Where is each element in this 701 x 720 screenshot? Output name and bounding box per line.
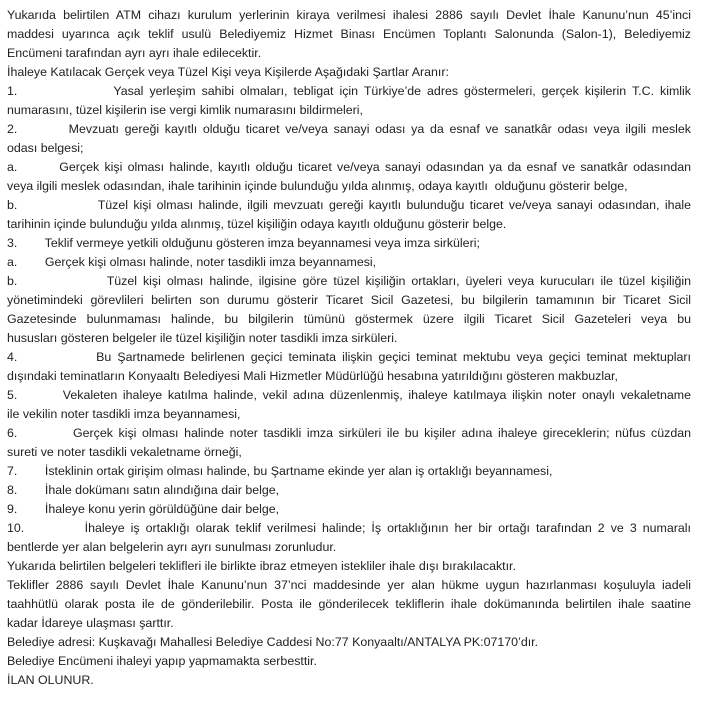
list-item: 10. İhaleye iş ortaklığı olarak teklif verilmesi halinde; İş ortaklığının her bir ortağı tarafından 2 ve 3 numaralı (7, 521, 691, 535)
paragraph-line: taahhütlü olarak posta ile de gönderilebilir. Posta ile gönderilecek tekliflerin ihale dokümanında belirtilen ihale saatine (7, 597, 691, 611)
section-heading: İhaleye Katılacak Gerçek veya Tüzel Kişi veya Kişilerde Aşağıdaki Şartlar Aranır: (7, 65, 449, 79)
paragraph-line: kadar İdareye ulaşması şarttır. (7, 616, 174, 630)
list-item: 8. İhale dokümanı satın alındığına dair belge, (7, 483, 280, 497)
paragraph-line: Belediye Encümeni ihaleyi yapıp yapmamakta serbesttir. (7, 654, 317, 668)
list-item-continuation: veya ilgili meslek odasından, ihale tarihinin içinde bulunduğu yılda alınmış, odaya kayıtlı olduğunu gösterir belge, (7, 179, 628, 193)
list-item-continuation: Gazetesinde bulunmaması halinde, bu bilgilerin tümünü göstermek üzere ilgili Ticaret Sicil Gazeteleri veya bu (7, 312, 691, 326)
paragraph-line: maddesi uyarınca açık teklif usulü Belediyemiz Hizmet Binası Encümen Toplantı Salonunda (Salon-1), Belediyemiz (7, 27, 691, 41)
list-item: 3. Teklif vermeye yetkili olduğunu gösteren imza beyannamesi veya imza sirküleri; (7, 236, 480, 250)
list-item-continuation: hususları gösteren belgeler ile tüzel kişiliğin noter tasdikli imza sirküleri. (7, 331, 398, 345)
list-item: 5. Vekaleten ihaleye katılma halinde, vekil adına düzenlenmiş, ihaleye katılmaya ilişkin noter onaylı vekaletname (7, 388, 691, 402)
list-item: 9. İhaleye konu yerin görüldüğüne dair belge, (7, 502, 280, 516)
paragraph-line: Yukarıda belirtilen belgeleri teklifleri ile birlikte ibraz etmeyen istekliler ihale dışı bırakılacaktır. (7, 559, 516, 573)
list-item-continuation: yönetimindeki görevlileri belirten son durumu gösterir Ticaret Sicil Gazetesi, bu bilgilerin tamamının bir Ticaret Sicil (7, 293, 691, 307)
list-item: 4. Bu Şartnamede belirlenen geçici teminata ilişkin geçici teminat mektubu veya geçici teminat mektupları (7, 350, 691, 364)
list-item-continuation: ile vekilin noter tasdikli imza beyannamesi, (7, 407, 241, 421)
list-item-continuation: numarasını, tüzel kişilerin ise vergi kimlik numarasını bildirmeleri, (7, 103, 364, 117)
list-item-continuation: sureti ve noter tasdikli vekaletname örneği, (7, 445, 242, 459)
address-line: Belediye adresi: Kuşkavağı Mahallesi Belediye Caddesi No:77 Konyaaltı/ANTALYA PK:07170’dır. (7, 635, 539, 649)
paragraph-line: Yukarıda belirtilen ATM cihazı kurulum yerlerinin kiraya verilmesi ihalesi 2886 sayılı Devlet İhale Kanunu’nun 45’inci (7, 8, 691, 22)
list-item-continuation: dışındaki teminatların Konyaaltı Belediyesi Mali Hizmetler Müdürlüğü hesabına yatırıldığını gösteren makbuzlar, (7, 369, 618, 383)
paragraph-line: Teklifler 2886 sayılı Devlet İhale Kanunu’nun 37’nci maddesinde yer alan hükme uygun hazırlanması koşuluyla iadeli (7, 578, 691, 592)
list-item: 6. Gerçek kişi olması halinde noter tasdikli imza sirküleri ile bu kişiler adına ihaleye gireceklerin; nüfus cüzdan (7, 426, 691, 440)
list-item-continuation: odası belgesi; (7, 141, 84, 155)
list-item: a. Gerçek kişi olması halinde, kayıtlı olduğu ticaret ve/veya sanayi odasından ya da esnaf ve sanatkâr odasından (7, 160, 691, 174)
list-item: 1. Yasal yerleşim sahibi olmaları, tebligat için Türkiye’de adres göstermeleri, gerçek kişilerin T.C. kimlik (7, 84, 691, 98)
closing-line: İLAN OLUNUR. (7, 673, 94, 687)
list-item: b. Tüzel kişi olması halinde, ilgili mevzuatı gereği kayıtlı bulunduğu ticaret ve/veya sanayi odasından, ihale (7, 198, 691, 212)
list-item: 2. Mevzuatı gereği kayıtlı olduğu ticaret ve/veya sanayi odası ya da esnaf ve sanatkâr odası veya ilgili meslek (7, 122, 691, 136)
list-item: b. Tüzel kişi olması halinde, ilgisine göre tüzel kişiliğin ortakları, üyeleri veya kurucuları ile tüzel kişiliğin (7, 274, 691, 288)
list-item: 7. İsteklinin ortak girişim olması halinde, bu Şartname ekinde yer alan iş ortaklığı beyannamesi, (7, 464, 553, 478)
list-item: a. Gerçek kişi olması halinde, noter tasdikli imza beyannamesi, (7, 255, 377, 269)
paragraph-line: Encümeni tarafından ayrı ayrı ihale edilecektir. (7, 46, 262, 60)
list-item-continuation: bentlerde yer alan belgelerin ayrı ayrı sunulması zorunludur. (7, 540, 337, 554)
list-item-continuation: tarihinin içinde bulunduğu yılda alınmış, tüzel kişiliğin odaya kayıtlı olduğunu gösterir belge. (7, 217, 507, 231)
